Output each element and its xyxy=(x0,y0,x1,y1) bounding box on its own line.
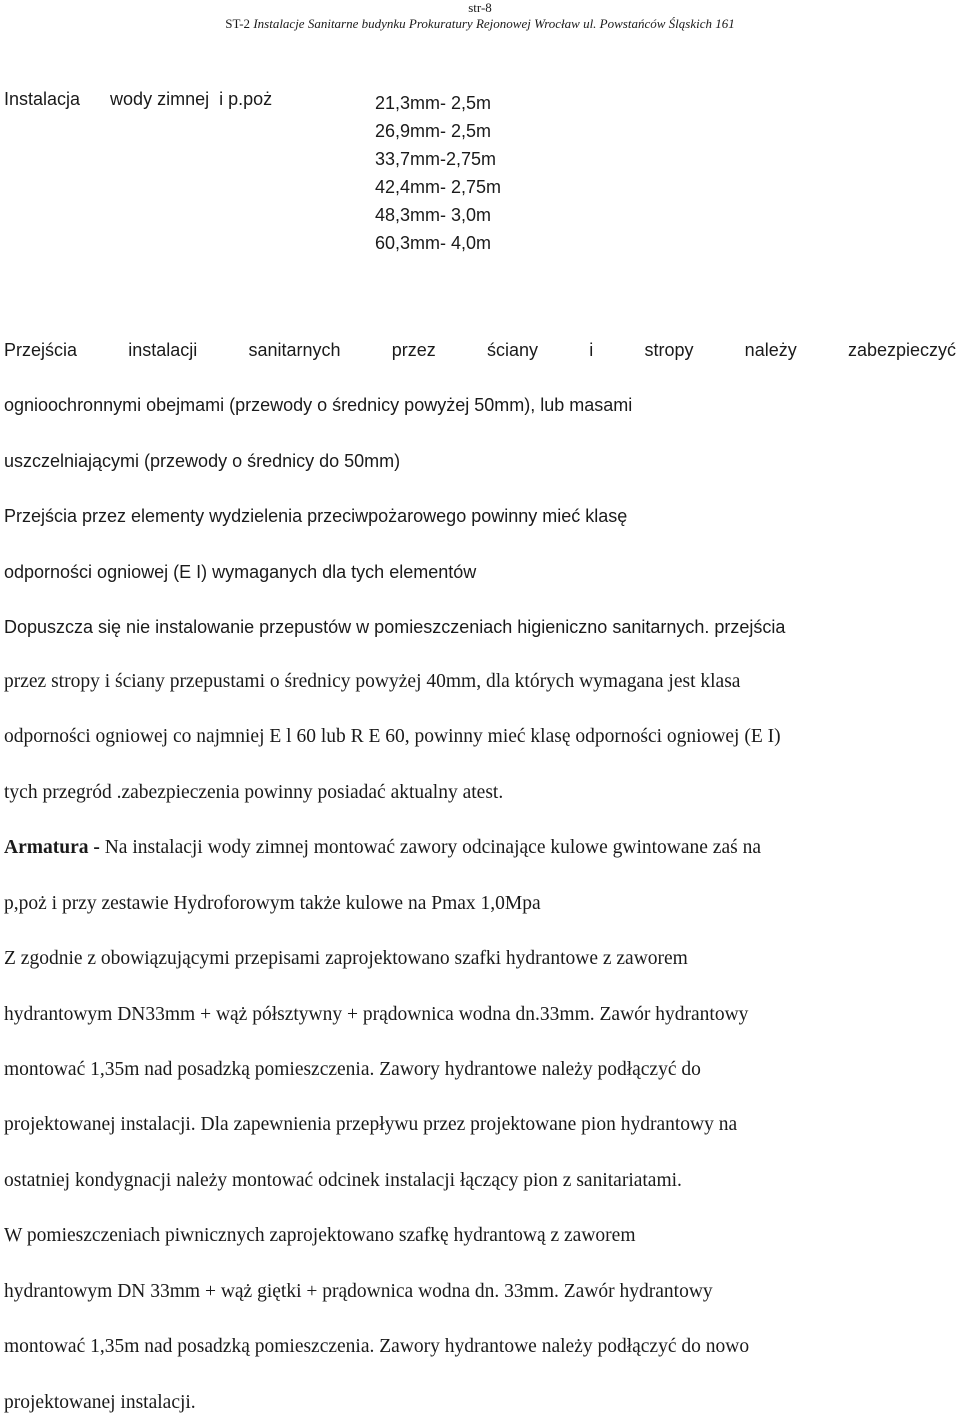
text-line: Przejścia przez elementy wydzielenia przeciwpożarowego powinny mieć klasę xyxy=(4,506,628,526)
text-line: odporności ogniowej (E I) wymaganych dla tych elementów xyxy=(4,562,477,582)
armatura-text: Na instalacji wody zimnej montować zawory odcinające kulowe gwintowane zaś na xyxy=(104,837,761,858)
text-line: uszczelniającymi (przewody o średnicy do 50mm) xyxy=(4,451,401,471)
text-line: hydrantowym DN 33mm + wąż giętki + prądownica wodna dn. 33mm. Zawór hydrantowy xyxy=(4,1281,713,1302)
armatura-line xyxy=(4,837,761,859)
pipe-length-item: 33,7mm-2,75m xyxy=(375,149,497,169)
armatura-heading: Armatura - xyxy=(4,837,105,858)
text-line: tych przegród .zabezpieczenia powinny posiadać aktualny atest. xyxy=(4,782,504,803)
text-line: Dopuszcza się nie instalowanie przepustów w pomieszczeniach higieniczno sanitarnych. przejścia xyxy=(4,617,786,637)
document-title: Instalacje Sanitarne budynku Prokuratury Rejonowej Wrocław ul. Powstańców Śląskich 161 xyxy=(253,16,735,31)
pipe-length-item: 48,3mm- 3,0m xyxy=(375,205,492,225)
text-line: ostatniej kondygnacji należy montować odcinek instalacji łączący pion z sanitariatami. xyxy=(4,1170,682,1191)
text-line: projektowanej instalacji. xyxy=(4,1392,196,1413)
document-header xyxy=(0,16,960,32)
text-line: W pomieszczeniach piwnicznych zaprojektowano szafkę hydrantową z zaworem xyxy=(4,1225,636,1246)
text-line: projektowanej instalacji. Dla zapewnienia przepływu przez projektowane pion hydrantowy na xyxy=(4,1114,738,1135)
document-code: ST-2 xyxy=(225,16,251,31)
installation-label: Instalacja wody zimnej i p.poż xyxy=(4,89,273,109)
text-line: Z zgodnie z obowiązującymi przepisami zaprojektowano szafki hydrantowe z zaworem xyxy=(4,948,688,969)
text-line: odporności ogniowej co najmniej E l 60 lub R E 60, powinny mieć klasę odporności ogniowej (E I) xyxy=(4,726,781,747)
pipe-length-item: 21,3mm- 2,5m xyxy=(375,93,492,113)
text-line: montować 1,35m nad posadzką pomieszczenia. Zawory hydrantowe należy podłączyć do xyxy=(4,1059,701,1080)
text-line: przez stropy i ściany przepustami o średnicy powyżej 40mm, dla których wymagana jest klasa xyxy=(4,671,741,692)
pipe-length-item: 26,9mm- 2,5m xyxy=(375,121,492,141)
text-line: Przejścia instalacji sanitarnych przez ściany i stropy należy zabezpieczyć xyxy=(4,340,956,360)
text-line: ognioochronnymi obejmami (przewody o średnicy powyżej 50mm), lub masami xyxy=(4,395,633,415)
pipe-length-item: 60,3mm- 4,0m xyxy=(375,233,492,253)
text-line: montować 1,35m nad posadzką pomieszczenia. Zawory hydrantowe należy podłączyć do nowo xyxy=(4,1336,750,1357)
text-line: hydrantowym DN33mm + wąż półsztywny + prądownica wodna dn.33mm. Zawór hydrantowy xyxy=(4,1004,749,1025)
pipe-length-item: 42,4mm- 2,75m xyxy=(375,177,502,197)
page-number: str-8 xyxy=(468,0,492,15)
pipe-length-list xyxy=(375,89,501,257)
text-line: p,poż i przy zestawie Hydroforowym także kulowe na Pmax 1,0Mpa xyxy=(4,893,541,914)
